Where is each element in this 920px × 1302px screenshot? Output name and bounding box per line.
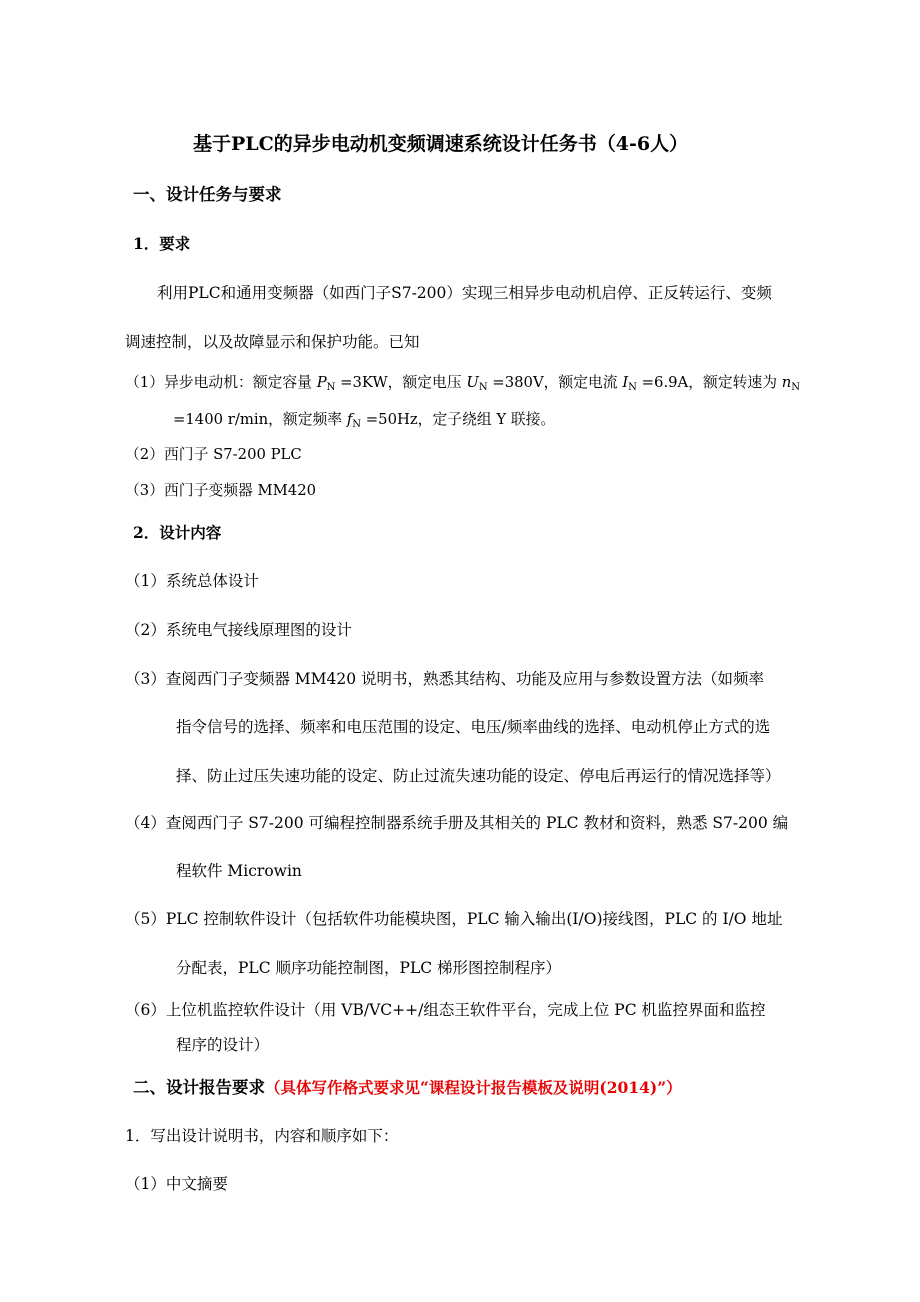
- requirements-para-line1: 利用PLC和通用变频器（如西门子S7-200）实现三相异步电动机启停、正反转运行、变频: [157, 284, 772, 302]
- design-content-heading: 2．设计内容: [133, 523, 222, 542]
- motor-rated-power: =3KW，额定电压: [335, 374, 467, 391]
- motor-spec-line2: [173, 410, 555, 430]
- subscript-n: N: [352, 419, 362, 430]
- motor-rated-voltage: =380V，额定电流: [487, 374, 623, 391]
- report-line-2: （1）中文摘要: [125, 1175, 228, 1193]
- motor-rated-current: =6.9A，额定转速为: [636, 374, 782, 391]
- subscript-n: N: [326, 382, 336, 393]
- motor-spec-line1: [125, 373, 800, 393]
- content-item-5-line1: （5）PLC 控制软件设计（包括软件功能模块图，PLC 输入输出(I/O)接线图，PLC 的 I/O 地址: [125, 910, 783, 928]
- content-item-5-line2: 分配表，PLC 顺序功能控制图，PLC 梯形图控制程序）: [176, 959, 562, 977]
- section2-heading: 二、设计报告要求: [133, 1078, 265, 1097]
- content-item-4-line2: 程软件 Microwin: [176, 862, 302, 880]
- subscript-n: N: [791, 382, 801, 393]
- symbol-n: n: [781, 374, 792, 391]
- motor-rated-frequency: =50Hz，定子绕组 Y 联接。: [361, 411, 556, 428]
- content-item-6-line2: 程序的设计）: [176, 1036, 270, 1054]
- plc-item: （2）西门子 S7-200 PLC: [125, 446, 302, 463]
- symbol-u: U: [466, 374, 479, 391]
- inverter-item: （3）西门子变频器 MM420: [125, 482, 317, 499]
- section1-heading: 一、设计任务与要求: [133, 185, 282, 204]
- content-item-6-line1: （6）上位机监控软件设计（用 VB/VC++/组态王软件平台，完成上位 PC 机监控界面和监控: [125, 1001, 766, 1019]
- symbol-f: f: [346, 411, 353, 428]
- content-item-3-line2: 指令信号的选择、频率和电压范围的设定、电压/频率曲线的选择、电动机停止方式的选: [176, 718, 771, 736]
- subscript-n: N: [628, 382, 637, 393]
- symbol-i: I: [622, 374, 629, 391]
- requirements-para-line2: 调速控制，以及故障显示和保护功能。已知: [125, 333, 420, 351]
- content-item-3-line1: （3）查阅西门子变频器 MM420 说明书，熟悉其结构、功能及应用与参数设置方法（如频率: [125, 670, 765, 688]
- content-item-3-line3: 择、防止过压失速功能的设定、防止过流失速功能的设定、停电后再运行的情况选择等）: [176, 767, 781, 785]
- motor-spec-prefix: （1）异步电动机：额定容量: [125, 374, 317, 391]
- requirements-heading: 1．要求: [133, 234, 191, 253]
- symbol-p: P: [316, 374, 327, 391]
- document-title: 基于PLC的异步电动机变频调速系统设计任务书（4-6人）: [193, 133, 689, 155]
- format-note: （具体写作格式要求见“课程设计报告模板及说明(2014)”）: [265, 1078, 682, 1097]
- content-item-1: （1）系统总体设计: [125, 572, 259, 590]
- content-item-2: （2）系统电气接线原理图的设计: [125, 621, 352, 639]
- subscript-n: N: [478, 382, 488, 393]
- motor-rated-speed: =1400 r/min，额定频率: [173, 411, 347, 428]
- section2-heading-row: [133, 1078, 682, 1098]
- report-line-1: 1．写出设计说明书，内容和顺序如下：: [125, 1127, 399, 1145]
- content-item-4-line1: （4）查阅西门子 S7-200 可编程控制器系统手册及其相关的 PLC 教材和资料，熟悉 S7-200 编: [125, 814, 789, 832]
